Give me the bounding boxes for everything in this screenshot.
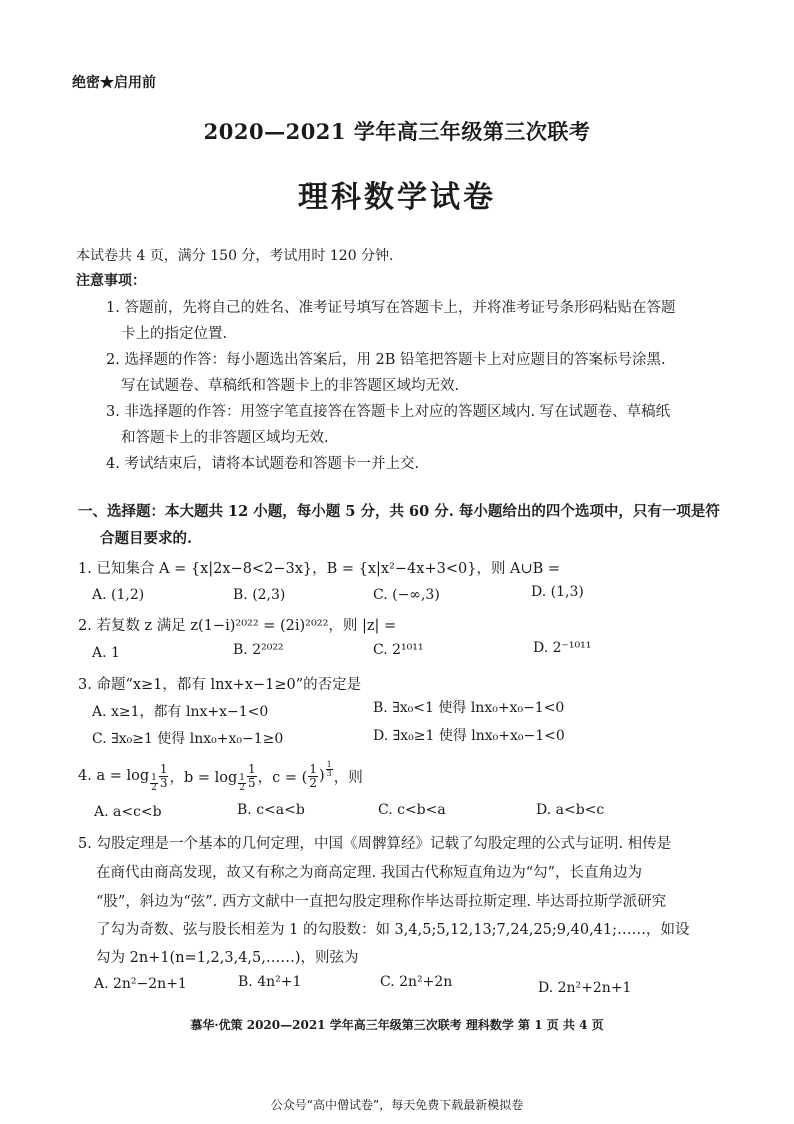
question-2-option-a: A. 1	[92, 645, 120, 661]
question-4-option-a: A. a<c<b	[94, 804, 162, 820]
question-1-stem: 1. 已知集合 A = {x|2x−8<2−3x}，B = {x|x²−4x+3<0}，则 A∪B =	[78, 561, 561, 577]
notice-3-line-2: 和答题卡上的非答题区域均无效.	[121, 430, 329, 446]
question-5-line-5: 勾为 2n+1(n=1,2,3,4,5,……)，则弦为	[96, 950, 359, 966]
question-1-option-a: A. (1,2)	[92, 587, 145, 603]
question-3-option-c: C. ∃x₀≥1 使得 lnx₀+x₀−1≥0	[92, 731, 284, 747]
question-4-stem: 4. a = log $\frac{1}{2}$ $\frac{1}{3}$ ，b = log $\frac{1}{2}$ $\frac{1}{5}$ ，c = ( $\frac{1}{2}$ ) $\frac{1}{3}$ ，则	[78, 759, 363, 793]
notice-2-line-1: 2. 选择题的作答：每小题选出答案后，用 2B 铅笔把答题卡上对应题目的答案标号涂黑.	[106, 352, 666, 368]
notice-2-line-2: 写在试题卷、草稿纸和答题卡上的非答题区域均无效.	[121, 378, 460, 394]
question-5-line-2: 在商代由商高发现，故又有称之为商高定理. 我国古代称短直角边为“勾”，长直角边为	[96, 865, 643, 881]
secret-mark: 绝密★启用前	[72, 75, 156, 91]
question-5-line-1: 5. 勾股定理是一个基本的几何定理，中国《周髀算经》记载了勾股定理的公式与证明. 相传是	[78, 836, 672, 852]
page-footer: 慕华·优策 2020—2021 学年高三年级第三次联考 理科数学 第 1 页 共 4 页	[190, 1018, 604, 1032]
question-3-option-a: A. x≥1，都有 lnx+x−1<0	[92, 704, 269, 720]
watermark-note: 公众号“高中僧试卷”，每天免费下载最新模拟卷	[270, 1098, 524, 1112]
question-4-option-b: B. c<a<b	[237, 802, 305, 818]
question-2-option-c: C. 2¹⁰¹¹	[373, 642, 424, 658]
question-3-stem: 3. 命题“x≥1，都有 lnx+x−1≥0”的否定是	[78, 677, 362, 693]
notice-4: 4. 考试结束后，请将本试题卷和答题卡一并上交.	[106, 456, 420, 472]
notice-1-line-2: 卡上的指定位置.	[121, 326, 228, 342]
section-heading-cont: 合题目要求的.	[100, 530, 193, 547]
question-4-option-d: D. a<b<c	[536, 802, 605, 818]
question-5-option-a: A. 2n²−2n+1	[94, 976, 187, 992]
question-5-line-4: 了勾为奇数、弦与股长相差为 1 的勾股数：如 3,4,5;5,12,13;7,24,25;9,40,41;……，如设	[96, 922, 690, 938]
question-4-option-c: C. c<b<a	[378, 802, 446, 818]
paper-title: 理科数学试卷	[298, 180, 496, 215]
question-2-option-d: D. 2⁻¹⁰¹¹	[533, 640, 592, 656]
question-5-option-c: C. 2n²+2n	[380, 974, 453, 990]
notice-3-line-1: 3. 非选择题的作答：用签字笔直接答在答题卡上对应的答题区域内. 写在试题卷、草稿纸	[106, 404, 671, 420]
question-1-option-c: C. (−∞,3)	[373, 587, 440, 603]
question-2-option-b: B. 2²⁰²²	[233, 642, 284, 658]
intro-line: 本试卷共 4 页，满分 150 分，考试用时 120 分钟.	[76, 248, 394, 264]
section-heading: 一、选择题：本大题共 12 小题，每小题 5 分，共 60 分. 每小题给出的四个选项中，只有一项是符	[78, 503, 720, 520]
question-1-option-b: B. (2,3)	[233, 587, 286, 603]
question-5-option-b: B. 4n²+1	[238, 974, 302, 990]
question-1-option-d: D. (1,3)	[531, 584, 584, 600]
question-5-option-d: D. 2n²+2n+1	[538, 980, 632, 996]
notice-heading: 注意事项：	[76, 273, 146, 289]
exam-title: 2020—2021 学年高三年级第三次联考	[203, 119, 591, 144]
question-5-line-3: “股”，斜边为“弦”. 西方文献中一直把勾股定理称作毕达哥拉斯定理. 毕达哥拉斯学派研究	[96, 894, 667, 910]
question-3-option-d: D. ∃x₀≥1 使得 lnx₀+x₀−1<0	[373, 728, 565, 744]
notice-1-line-1: 1. 答题前，先将自己的姓名、准考证号填写在答题卡上，并将准考证号条形码粘贴在答题	[106, 300, 676, 316]
question-3-option-b: B. ∃x₀<1 使得 lnx₀+x₀−1<0	[373, 700, 565, 716]
question-2-stem: 2. 若复数 z 满足 z(1−i)²⁰²² = (2i)²⁰²²，则 |z| =	[78, 618, 397, 634]
